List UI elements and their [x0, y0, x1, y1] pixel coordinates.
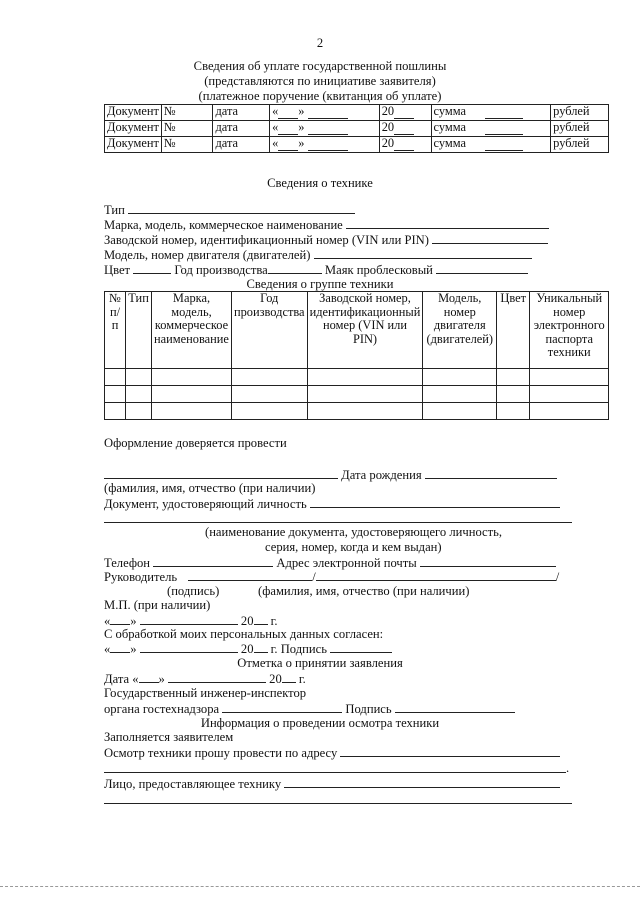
- address-row: [104, 745, 560, 760]
- table-cell[interactable]: [126, 369, 152, 386]
- address-field[interactable]: [340, 745, 560, 757]
- phone-label: Телефон: [104, 556, 151, 570]
- sum-blank[interactable]: [485, 106, 523, 119]
- inspector-line1: Государственный инженер-инспектор: [104, 686, 307, 700]
- slash-separator: /: [555, 570, 560, 584]
- payment-date-label: дата: [213, 105, 270, 121]
- table-cell[interactable]: [530, 369, 609, 386]
- table-cell[interactable]: [231, 386, 307, 403]
- id-doc-field-line2[interactable]: [104, 522, 572, 523]
- person-label: Лицо, предоставляющее технику: [104, 777, 282, 791]
- table-cell[interactable]: [497, 386, 530, 403]
- table-cell[interactable]: [423, 403, 497, 420]
- acceptance-date-row: [104, 671, 306, 686]
- number-sign: №: [163, 104, 176, 118]
- brand-field[interactable]: [346, 217, 549, 229]
- close-quote: »: [130, 642, 137, 656]
- proxy-head-row: [104, 569, 559, 584]
- sum-blank[interactable]: [485, 122, 523, 135]
- month-blank[interactable]: [308, 122, 348, 135]
- payment-number-cell[interactable]: [161, 137, 213, 153]
- payment-row: [105, 121, 609, 137]
- payment-currency-cell: рублей: [551, 105, 609, 121]
- date-label: Дата «: [104, 672, 139, 686]
- sum-label: сумма: [433, 120, 466, 134]
- table-cell[interactable]: [307, 369, 423, 386]
- email-label: Адрес электронной почты: [276, 556, 417, 570]
- year-prefix: 20: [240, 614, 254, 628]
- payment-sum-cell[interactable]: [431, 121, 551, 137]
- close-quote: »: [298, 104, 305, 118]
- address-field-line2[interactable]: [104, 772, 566, 773]
- payment-year-cell[interactable]: [379, 121, 431, 137]
- fio-caption: (фамилия, имя, отчество (при наличии): [104, 481, 316, 495]
- phone-field[interactable]: [153, 555, 273, 567]
- day-blank[interactable]: [278, 106, 298, 119]
- sum-label: сумма: [433, 104, 466, 118]
- address-label: Осмотр техники прошу провести по адресу: [104, 746, 338, 760]
- table-cell[interactable]: [126, 403, 152, 420]
- table-cell[interactable]: [307, 386, 423, 403]
- payment-sum-cell[interactable]: [431, 137, 551, 153]
- header-number: № п/п: [105, 292, 126, 369]
- address-period: .: [566, 761, 570, 775]
- day-blank[interactable]: [278, 138, 298, 151]
- slash-separator: /: [312, 570, 316, 584]
- payment-doc-cell: Документ: [105, 105, 162, 121]
- id-doc-field[interactable]: [310, 496, 560, 508]
- group-table-row: [105, 386, 609, 403]
- type-label: Тип: [104, 203, 125, 217]
- table-cell[interactable]: [530, 386, 609, 403]
- day-blank[interactable]: [278, 122, 298, 135]
- payment-row: [105, 105, 609, 121]
- consent-label: С обработкой моих персональных данных согласен:: [104, 627, 384, 641]
- payment-currency-cell: рублей: [551, 137, 609, 153]
- email-field[interactable]: [420, 555, 556, 567]
- proxy-phone-row: [104, 555, 556, 570]
- head-fio-caption: (фамилия, имя, отчество (при наличии): [258, 584, 470, 598]
- group-table-row: [105, 369, 609, 386]
- year-suffix: г.: [298, 672, 306, 686]
- close-quote: »: [158, 672, 165, 686]
- engine-field[interactable]: [314, 247, 532, 259]
- group-title: Сведения о группе техники: [246, 277, 394, 291]
- year-blank[interactable]: [394, 122, 414, 135]
- person-field[interactable]: [284, 776, 560, 788]
- year-blank[interactable]: [394, 106, 414, 119]
- birth-label: Дата рождения: [341, 468, 422, 482]
- month-field[interactable]: [168, 671, 266, 683]
- table-cell[interactable]: [126, 386, 152, 403]
- year-field[interactable]: [254, 641, 268, 653]
- consent-sign-field[interactable]: [330, 641, 392, 653]
- open-quote: «: [104, 642, 111, 656]
- table-cell[interactable]: [152, 369, 232, 386]
- header-year: Год производства: [231, 292, 307, 369]
- payment-doc-cell: Документ: [105, 121, 162, 137]
- open-quote: «: [272, 104, 279, 118]
- serial-label: Заводской номер, идентификационный номер (VIN или PIN): [104, 233, 429, 247]
- engine-label: Модель, номер двигателя (двигателей): [104, 248, 311, 262]
- proxy-fio-row: [104, 467, 557, 482]
- sign-label: г. Подпись: [270, 642, 327, 656]
- inspector-row: [104, 701, 515, 716]
- header-color: Цвет: [497, 292, 530, 369]
- payment-doc-cell: Документ: [105, 137, 162, 153]
- payment-date-cell[interactable]: [270, 105, 380, 121]
- table-cell[interactable]: [530, 403, 609, 420]
- page-bottom-rule: [0, 886, 640, 887]
- payment-date-cell[interactable]: [270, 137, 380, 153]
- color-field[interactable]: [133, 262, 171, 274]
- year-suffix: г.: [270, 614, 278, 628]
- proxy-id-row: [104, 496, 560, 511]
- header-brand: Марка, модель, коммерческое наименование: [152, 292, 232, 369]
- group-table: [104, 291, 609, 420]
- table-cell[interactable]: [497, 369, 530, 386]
- header-serial: Заводской номер, идентификационный номер (VIN или PIN): [307, 292, 423, 369]
- group-header-row: [105, 292, 609, 369]
- month-field[interactable]: [140, 613, 238, 625]
- close-quote: »: [130, 614, 137, 628]
- table-cell[interactable]: [105, 386, 126, 403]
- year-field[interactable]: [254, 613, 268, 625]
- payment-title: Сведения об уплате государственной пошлины: [193, 59, 447, 73]
- payment-year-cell[interactable]: [379, 137, 431, 153]
- beacon-field[interactable]: [436, 262, 528, 274]
- payment-row: [105, 137, 609, 153]
- table-cell[interactable]: [105, 403, 126, 420]
- table-cell[interactable]: [307, 403, 423, 420]
- type-field[interactable]: [128, 202, 355, 214]
- payment-currency-cell: рублей: [551, 121, 609, 137]
- payment-number-cell[interactable]: [161, 105, 213, 121]
- year-field[interactable]: [268, 262, 322, 274]
- close-quote: »: [298, 136, 305, 150]
- tech-color-row: [104, 262, 528, 277]
- day-field[interactable]: [110, 641, 130, 653]
- page-number: 2: [316, 36, 324, 50]
- payment-table: [104, 104, 609, 153]
- birth-date-field[interactable]: [425, 467, 557, 479]
- acceptance-title: Отметка о принятии заявления: [237, 656, 403, 670]
- sum-label: сумма: [433, 136, 466, 150]
- sum-blank[interactable]: [485, 138, 523, 151]
- head-label: Руководитель: [104, 570, 178, 584]
- table-cell[interactable]: [152, 386, 232, 403]
- color-label: Цвет: [104, 263, 131, 277]
- table-cell[interactable]: [423, 369, 497, 386]
- table-cell[interactable]: [497, 403, 530, 420]
- month-field[interactable]: [140, 641, 238, 653]
- payment-date-label: дата: [213, 121, 270, 137]
- id-doc-label: Документ, удостоверяющий личность: [104, 497, 307, 511]
- table-cell[interactable]: [231, 403, 307, 420]
- filled-by-label: Заполняется заявителем: [104, 730, 234, 744]
- table-cell[interactable]: [231, 369, 307, 386]
- day-field[interactable]: [139, 671, 159, 683]
- table-cell[interactable]: [105, 369, 126, 386]
- year-prefix: 20: [381, 120, 395, 134]
- payment-sum-cell[interactable]: [431, 105, 551, 121]
- fio-field[interactable]: [104, 467, 338, 479]
- person-field-line2[interactable]: [104, 803, 572, 804]
- tech-title: Сведения о технике: [267, 176, 373, 190]
- doc-caption-line1: (наименование документа, удостоверяющего личность,: [205, 525, 503, 539]
- head-sign-field[interactable]: [188, 569, 312, 581]
- tech-engine-row: [104, 247, 532, 262]
- year-field[interactable]: [282, 671, 296, 683]
- group-table-row: [105, 403, 609, 420]
- open-quote: «: [272, 120, 279, 134]
- proxy-intro: Оформление доверяется провести: [104, 436, 287, 450]
- number-sign: №: [163, 136, 176, 150]
- open-quote: «: [104, 614, 111, 628]
- close-quote: »: [298, 120, 305, 134]
- payment-note-receipt: (платежное поручение (квитанция об уплате): [198, 89, 442, 103]
- tech-serial-row: [104, 232, 548, 247]
- payment-note-initiative: (представляются по инициативе заявителя): [204, 74, 436, 88]
- inspector-sign-label: Подпись: [345, 702, 392, 716]
- payment-year-cell[interactable]: [379, 105, 431, 121]
- payment-date-cell[interactable]: [270, 121, 380, 137]
- year-prefix: 20: [240, 642, 254, 656]
- year-blank[interactable]: [394, 138, 414, 151]
- tech-type-row: [104, 202, 355, 217]
- year-prefix: 20: [381, 136, 395, 150]
- day-field[interactable]: [110, 613, 130, 625]
- header-passport: Уникальный номер электронного паспорта техники: [530, 292, 609, 369]
- serial-field[interactable]: [432, 232, 548, 244]
- tech-brand-row: [104, 217, 549, 232]
- inspector-line2: органа гостехнадзора: [104, 702, 220, 716]
- year-prefix: 20: [269, 672, 282, 686]
- table-cell[interactable]: [152, 403, 232, 420]
- stamp-label: М.П. (при наличии): [104, 598, 211, 612]
- year-label: Год производства: [174, 263, 268, 277]
- header-engine: Модель, номер двигателя (двигателей): [423, 292, 497, 369]
- month-blank[interactable]: [308, 138, 348, 151]
- open-quote: «: [272, 136, 279, 150]
- sign-caption: (подпись): [167, 584, 220, 598]
- table-cell[interactable]: [423, 386, 497, 403]
- number-sign: №: [163, 120, 176, 134]
- year-prefix: 20: [381, 104, 395, 118]
- month-blank[interactable]: [308, 106, 348, 119]
- header-type: Тип: [126, 292, 152, 369]
- doc-caption-line2: серия, номер, когда и кем выдан): [265, 540, 442, 554]
- inspector-sign-field[interactable]: [395, 701, 515, 713]
- head-fio-field[interactable]: [316, 569, 556, 581]
- inspection-title: Информация о проведении осмотра техники: [200, 716, 440, 730]
- inspector-name-field[interactable]: [222, 701, 342, 713]
- consent-date-row: [104, 641, 392, 656]
- proxy-date-row: [104, 613, 278, 628]
- beacon-label: Маяк проблесковый: [324, 263, 433, 277]
- person-row: [104, 776, 560, 791]
- payment-date-label: дата: [213, 137, 270, 153]
- brand-label: Марка, модель, коммерческое наименование: [104, 218, 343, 232]
- payment-number-cell[interactable]: [161, 121, 213, 137]
